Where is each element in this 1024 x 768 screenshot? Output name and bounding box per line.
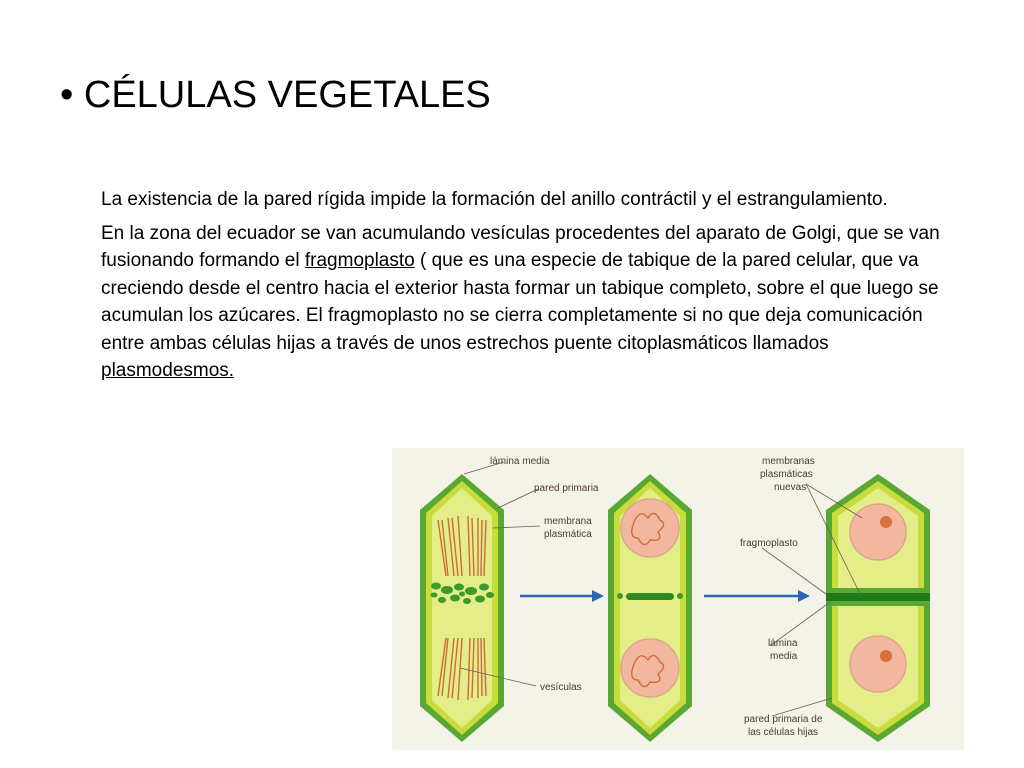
cell-2-vesicle	[617, 593, 623, 599]
cell-3-nucleolus-top	[880, 516, 892, 528]
cell-1	[420, 474, 504, 742]
label-pared-hijas-1: pared primaria de	[744, 714, 823, 725]
cell-2-vesicle	[677, 593, 683, 599]
label-pared-hijas-2: las células hijas	[748, 727, 819, 738]
title-text: CÉLULAS VEGETALES	[83, 74, 491, 116]
label-membranas-nuevas-3: nuevas	[774, 482, 807, 493]
label-membrana: membrana	[544, 516, 592, 527]
body-text	[101, 186, 961, 385]
paragraph-2	[101, 220, 961, 385]
cell-3-nucleolus-bottom	[880, 650, 892, 662]
cell-2-fragmoplast	[626, 593, 674, 600]
cell-1-cytoplasm	[432, 488, 492, 728]
label-vesiculas: vesículas	[540, 682, 582, 693]
paragraph-2-part-2: ( que es una especie de tabique de la pared celular, que va creciendo desde el centro hacia el exterior hasta formar un tabique completo, sobre el que luego se acumulan los azúcares. El fragmoplasto no se cierra completamente si no que deja comunicación entre ambas células hijas a través de unos estrechos puente citoplasmáticos llamados	[101, 250, 939, 354]
cell-2	[608, 474, 692, 742]
cell-3-nucleus-top	[850, 504, 906, 560]
title-bullet: •	[60, 74, 74, 116]
cell-2-nucleus-top	[621, 499, 679, 557]
slide-title	[60, 72, 491, 118]
cell-3-nucleus-bottom	[850, 636, 906, 692]
label-pared-primaria: pared primaria	[534, 483, 599, 494]
cell-3-middle-lamella	[826, 593, 930, 601]
label-membranas-nuevas-2: plasmáticas	[760, 469, 813, 480]
cell-2-nucleus-bottom	[621, 639, 679, 697]
label-media: media	[770, 651, 798, 662]
fragmoplasto-link[interactable]: fragmoplasto	[304, 250, 415, 271]
plasmodesmos-link[interactable]: plasmodesmos.	[101, 360, 235, 381]
cell-3	[826, 474, 930, 742]
label-lamina: lámina	[768, 638, 798, 649]
label-lamina-media: lámina media	[490, 456, 550, 467]
label-plasmatica: plasmática	[544, 529, 592, 540]
label-fragmoplasto: fragmoplasto	[740, 538, 798, 549]
label-membranas-nuevas-1: membranas	[762, 456, 815, 467]
cytokinesis-diagram	[392, 448, 964, 750]
paragraph-2-part-1: En la zona del ecuador se van acumulando vesículas procedentes del aparato de Golgi, que se van fusionando formando el	[101, 222, 940, 271]
cytokinesis-figure	[392, 448, 964, 750]
paragraph-1: La existencia de la pared rígida impide la formación del anillo contráctil y el estrangulamiento.	[101, 189, 888, 210]
